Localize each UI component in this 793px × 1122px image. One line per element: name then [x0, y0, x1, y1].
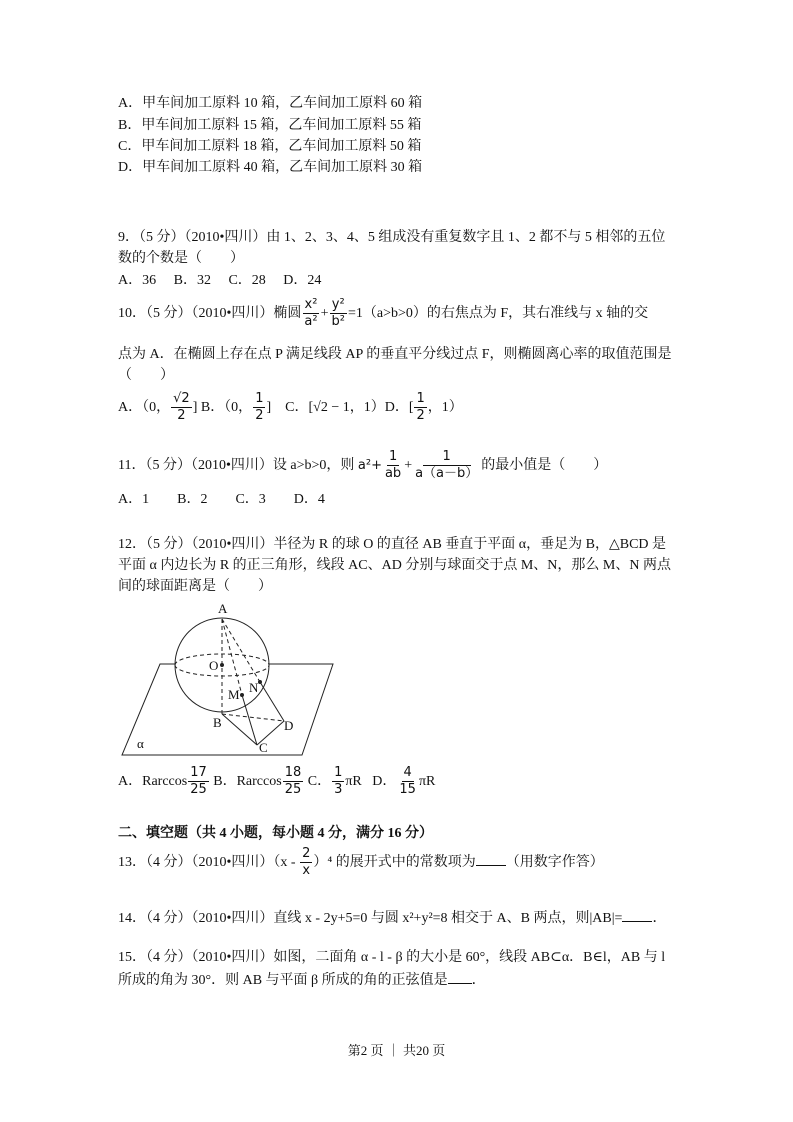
numerator: 1 — [255, 391, 264, 407]
q12-line1: 12．（5 分）（2010•四川）半径为 R 的球 O 的直径 AB 垂直于平面 α，垂足为 B，△BCD 是 — [118, 537, 667, 552]
q15-line2 — [118, 971, 486, 990]
denominator: 25 — [284, 782, 302, 798]
numerator: 1 — [423, 449, 471, 466]
edge-BD — [222, 714, 284, 721]
segment-AN — [222, 619, 260, 682]
fraction — [397, 765, 418, 798]
q13-suffix: ）⁴ 的展开式中的常数项为 — [313, 855, 476, 870]
denominator: 25 — [190, 782, 207, 798]
q9-options: A．36 B．32 C．28 D．24 — [118, 273, 322, 288]
denominator: 15 — [399, 782, 416, 798]
denominator: 2 — [416, 408, 425, 424]
denominator: ab — [384, 466, 402, 482]
opt: ] B．（0， — [192, 400, 253, 415]
q14-end: ． — [652, 911, 667, 926]
label-A: A — [218, 601, 228, 616]
label-O: O — [209, 658, 219, 673]
denominator: 2 — [177, 408, 186, 424]
page-footer: 第2 页 ｜ 共20 页 — [347, 1043, 446, 1058]
q12-options — [118, 764, 435, 800]
label-C: C — [259, 740, 268, 755]
denominator: x — [302, 863, 311, 879]
q10-prefix: 10．（5 分）（2010•四川）椭圆 — [118, 306, 302, 321]
opt: A．（0， — [118, 400, 171, 415]
numerator: y² — [331, 297, 345, 313]
answer-blank — [448, 971, 472, 984]
point-O — [221, 664, 224, 667]
q10-text: =1（a>b>0）的右焦点为 F，其右准线与 x 轴的交 — [347, 306, 649, 321]
label-B: B — [213, 715, 222, 730]
point-N — [259, 681, 262, 684]
answer-blank — [622, 909, 652, 922]
opt: πR — [418, 774, 436, 789]
q8-option-a: A．甲车间加工原料 10 箱，乙车间加工原料 60 箱 — [118, 96, 423, 111]
q8-option-b: B．甲车间加工原料 15 箱，乙车间加工原料 55 箱 — [118, 118, 422, 133]
q8-option-c: C．甲车间加工原料 18 箱，乙车间加工原料 50 箱 — [118, 139, 422, 154]
plus: + — [320, 306, 329, 321]
q15-end: ． — [471, 973, 486, 988]
denominator: a（a－b） — [415, 466, 479, 482]
denominator: 2 — [255, 408, 264, 424]
opt: C． — [307, 774, 332, 789]
fraction — [332, 765, 344, 798]
q14-text: 14．（4 分）（2010•四川）直线 x - 2y+5=0 与圆 x²+y²=8 相交于 A、B 两点，则|AB|= — [118, 911, 623, 926]
q10-line3: （ ） — [118, 368, 174, 383]
q11-prefix: 11．（5 分）（2010•四川）设 a>b>0，则 — [118, 458, 358, 473]
label-M: M — [228, 687, 240, 702]
numerator: x² — [304, 297, 318, 313]
numerator: 2 — [302, 846, 311, 862]
q13-prefix: 13．（4 分）（2010•四川）（x - — [118, 855, 300, 870]
answer-blank — [476, 853, 506, 866]
q9-line1: 9．（5 分）（2010•四川）由 1、2、3、4、5 组成没有重复数字且 1、2 都不与 5 相邻的五位 — [118, 230, 666, 245]
fraction — [188, 765, 209, 798]
q13 — [118, 845, 604, 881]
q10-line2: 点为 A．在椭圆上存在点 P 满足线段 AP 的垂直平分线过点 F，则椭圆离心率的取值范围是 — [118, 347, 672, 362]
opt: B．Rarccos — [213, 774, 282, 789]
denominator: 3 — [334, 782, 343, 798]
numerator: 17 — [190, 765, 207, 781]
opt: D． — [372, 774, 397, 789]
numerator: 1 — [334, 765, 343, 781]
section-heading: 二、填空题（共 4 小题，每小题 4 分，满分 16 分） — [118, 826, 433, 841]
q12-line3: 间的球面距离是（ ） — [118, 579, 272, 594]
segment-AM — [222, 619, 242, 695]
q14 — [118, 909, 666, 928]
opt: πR — [345, 774, 362, 789]
fraction — [300, 846, 312, 879]
numerator: √2 — [173, 391, 190, 407]
denominator: b² — [331, 314, 345, 330]
numerator: 4 — [403, 765, 412, 781]
segment-ND — [260, 682, 284, 721]
q11-options: A．1 B．2 C．3 D．4 — [118, 492, 325, 507]
opt: ，1） — [427, 400, 463, 415]
label-D: D — [284, 718, 294, 733]
fraction — [283, 765, 304, 798]
q12-line2: 平面 α 内边长为 R 的正三角形，线段 AC、AD 分别与球面交于点 M、N，那么 M、N 两点 — [118, 558, 671, 573]
numerator: 1 — [388, 449, 398, 465]
q13-end: （用数字作答） — [505, 855, 604, 870]
label-alpha: α — [137, 736, 144, 751]
q15-text: 所成的角为 30°．则 AB 与平面 β 所成的角的正弦值是 — [118, 973, 448, 988]
edge-BC — [222, 714, 257, 745]
denominator: a² — [304, 314, 318, 330]
q9-line2: 数的个数是（ ） — [118, 251, 244, 266]
q15-line1: 15．（4 分）（2010•四川）如图，二面角 α - l - β 的大小是 60°，线段 AB⊂α．B∈l，AB 与 l — [118, 950, 666, 965]
plus: + — [404, 458, 413, 473]
label-N: N — [249, 680, 259, 695]
numerator: 18 — [284, 765, 302, 781]
opt: A．Rarccos — [118, 774, 188, 789]
q8-option-d: D．甲车间加工原料 40 箱，乙车间加工原料 30 箱 — [118, 160, 423, 175]
numerator: 1 — [416, 391, 425, 407]
plane-alpha — [122, 664, 333, 755]
opt: ] C．[√2 − 1，1）D．[ — [266, 400, 414, 415]
q11-suffix: 的最小值是（ ） — [481, 458, 608, 473]
term: a²+ — [357, 458, 382, 473]
point-M — [241, 694, 244, 697]
